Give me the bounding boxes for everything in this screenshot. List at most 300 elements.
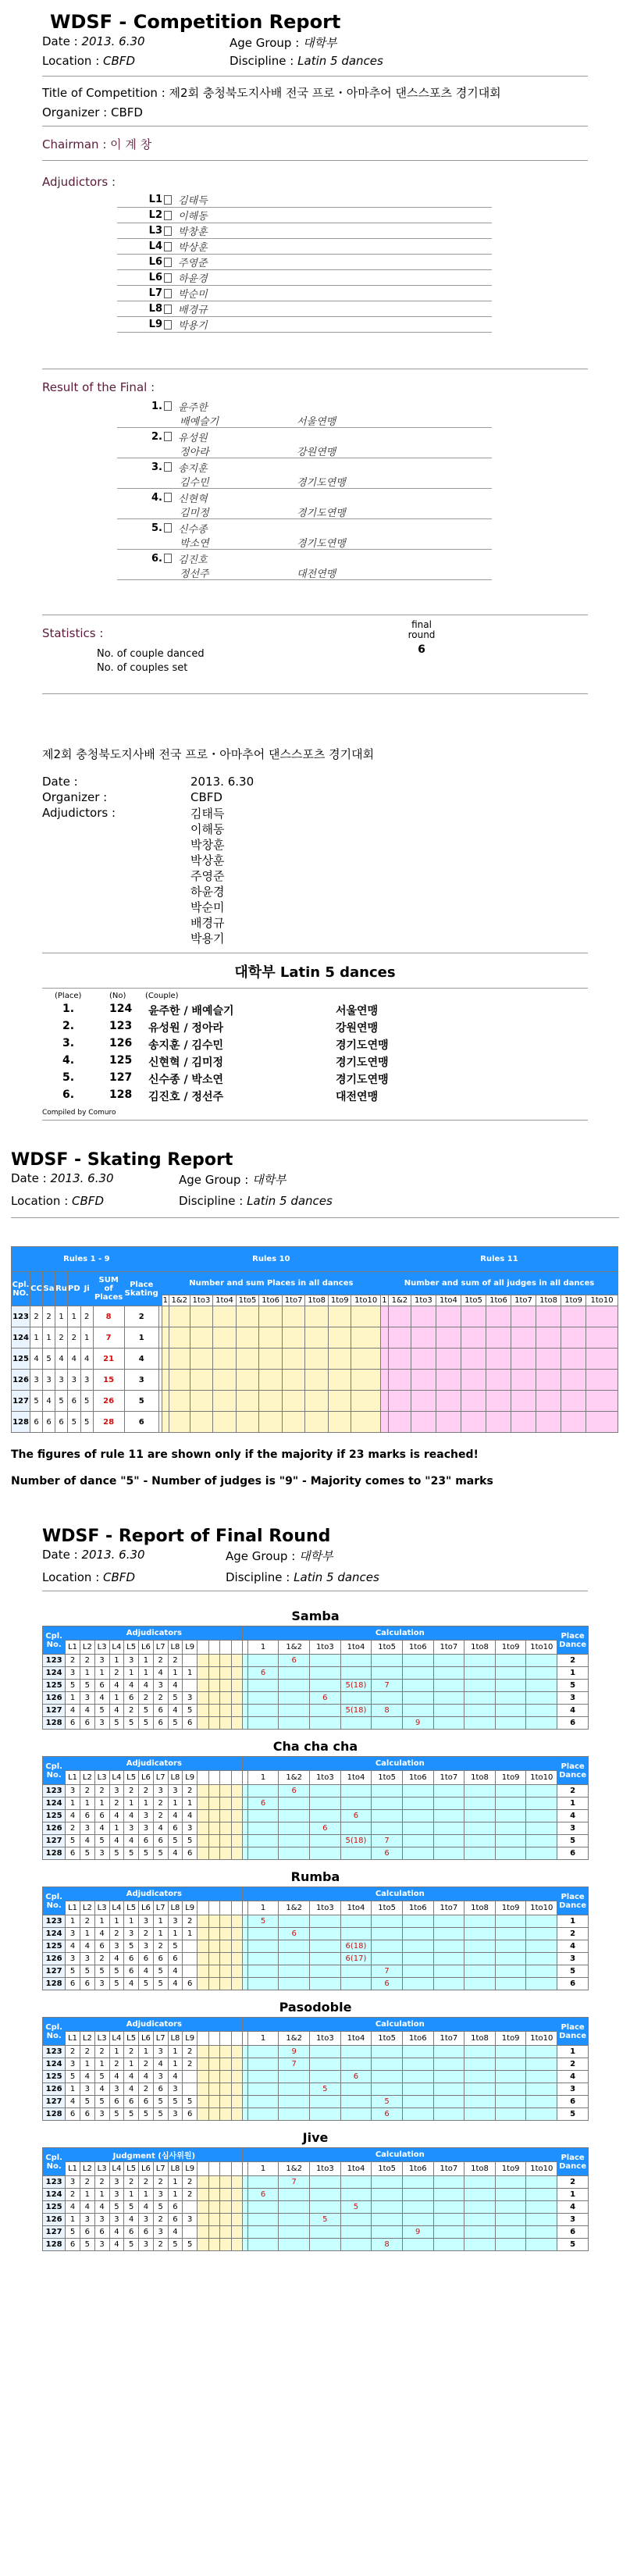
dance-place: 2 xyxy=(68,1327,81,1349)
dance-place: 2 xyxy=(55,1327,68,1349)
judge-mark: 5 xyxy=(168,1940,183,1953)
rules10-cell xyxy=(328,1306,351,1327)
dance-col-header: Ru xyxy=(55,1272,68,1306)
calc-cell xyxy=(433,2083,464,2096)
checkbox-icon xyxy=(164,258,172,267)
summary-result-row xyxy=(0,1003,630,1020)
judge-col-header: L7 xyxy=(153,1641,168,1655)
judge-mark: 3 xyxy=(139,1810,154,1822)
calc-cell: 9 xyxy=(279,2046,310,2058)
judge-mark: 4 xyxy=(66,2201,80,2214)
finalist-man: 김진호 xyxy=(178,554,208,566)
judge-mark: 3 xyxy=(124,1928,139,1940)
calc-col-header: 1to6 xyxy=(259,1295,283,1306)
judge-mark: 1 xyxy=(66,1692,80,1705)
dance-place: 4 xyxy=(55,1349,68,1370)
judge-mark: 5 xyxy=(124,1940,139,1953)
judge-mark: 4 xyxy=(168,1965,183,1978)
calc-cell xyxy=(526,1953,557,1965)
calc-cell xyxy=(526,1810,557,1822)
final-round-count: 6 xyxy=(418,643,425,656)
calc-cell xyxy=(372,1822,403,1835)
cpl-no-header: Cpl. No. xyxy=(43,2018,66,2046)
spacer xyxy=(231,1978,243,1990)
calc-cell xyxy=(402,1680,433,1692)
adjudicator-name: 박상훈 xyxy=(178,242,208,254)
spacer xyxy=(198,1901,209,1915)
spacer xyxy=(220,2046,232,2058)
calc-cell xyxy=(372,1655,403,1667)
place-dance: 6 xyxy=(557,1717,589,1730)
statistics-label: Statistics : xyxy=(42,626,104,640)
judge-mark: 3 xyxy=(80,1692,94,1705)
calc-cell: 9 xyxy=(402,1717,433,1730)
judge-mark: 4 xyxy=(124,2083,139,2096)
calc-cell xyxy=(433,2108,464,2121)
judge-mark: 5 xyxy=(124,2108,139,2121)
calc-col-header: 1to5 xyxy=(372,1901,403,1915)
summary-couple: 신현혁 / 김미정 xyxy=(148,1056,224,1069)
dance-place: 1 xyxy=(80,1327,93,1349)
judge-mark: 6 xyxy=(80,1717,94,1730)
date-label: Date : xyxy=(42,34,78,48)
spacer xyxy=(220,1965,232,1978)
col-couple: (Couple) xyxy=(145,992,179,1000)
cpl-number: 126 xyxy=(43,2083,66,2096)
judge-mark: 2 xyxy=(153,2239,168,2251)
judge-mark: 1 xyxy=(183,1667,198,1680)
calc-cell xyxy=(340,1667,372,1680)
summary-result-row xyxy=(0,1054,630,1071)
judge-mark: 2 xyxy=(183,2046,198,2058)
rules10-cell xyxy=(328,1327,351,1349)
discipline-value: Latin 5 dances xyxy=(297,54,383,68)
calc-col-header: 1&2 xyxy=(279,2032,310,2046)
judge-mark: 1 xyxy=(109,1692,124,1705)
spacer xyxy=(198,1797,209,1810)
judge-mark: 3 xyxy=(168,1785,183,1797)
rules10-cell xyxy=(328,1370,351,1391)
spacer xyxy=(208,1978,220,1990)
adjudicators-header: Adjudicators xyxy=(66,1757,243,1771)
judge-mark: 3 xyxy=(66,2176,80,2189)
dance-col-header: Ji xyxy=(80,1272,93,1306)
judge-mark: 1 xyxy=(109,1655,124,1667)
calc-cell xyxy=(402,1965,433,1978)
spacer xyxy=(198,2239,209,2251)
summary-result-row xyxy=(0,1020,630,1037)
spacer xyxy=(231,2071,243,2083)
judge-mark: 1 xyxy=(168,1797,183,1810)
place-dance: 2 xyxy=(557,1655,589,1667)
rules11-cell xyxy=(411,1412,436,1433)
adjudicator-code: L4 xyxy=(148,240,162,252)
judge-mark: 3 xyxy=(139,2214,154,2226)
calc-cell xyxy=(464,2096,496,2108)
dance-col-header: Sa xyxy=(43,1272,55,1306)
cpl-number: 126 xyxy=(43,1822,66,1835)
calc-col-header: 1to10 xyxy=(526,1641,557,1655)
judge-mark: 6 xyxy=(80,1978,94,1990)
calc-cell xyxy=(402,2176,433,2189)
calc-cell xyxy=(402,1953,433,1965)
dance-place: 1 xyxy=(68,1306,81,1327)
divider xyxy=(42,988,588,989)
place-dance: 6 xyxy=(557,1847,589,1860)
spacer xyxy=(231,2096,243,2108)
calc-cell xyxy=(247,2071,279,2083)
calc-cell xyxy=(279,2189,310,2201)
judge-mark: 5 xyxy=(109,1847,124,1860)
spacer xyxy=(220,1940,232,1953)
judge-mark: 1 xyxy=(168,2176,183,2189)
rules10-cell xyxy=(259,1370,283,1391)
calc-cell: 5(18) xyxy=(340,1705,372,1717)
calc-cell xyxy=(526,2058,557,2071)
judge-mark: 5 xyxy=(183,1705,198,1717)
spacer xyxy=(198,1847,209,1860)
judge-mark: 6 xyxy=(153,1953,168,1965)
judge-mark: 3 xyxy=(124,1822,139,1835)
judge-col-header: L1 xyxy=(66,1771,80,1785)
judge-col-header: L5 xyxy=(124,1901,139,1915)
spacer xyxy=(208,1641,220,1655)
rules11-cell xyxy=(561,1349,586,1370)
place-dance: 6 xyxy=(557,2226,589,2239)
calc-cell xyxy=(526,2201,557,2214)
spacer xyxy=(208,2189,220,2201)
calc-cell xyxy=(495,2214,526,2226)
cpl-number: 124 xyxy=(43,1667,66,1680)
calc-cell xyxy=(279,1705,310,1717)
judge-col-header: L3 xyxy=(94,1641,109,1655)
calc-cell xyxy=(247,1655,279,1667)
calc-cell xyxy=(372,1940,403,1953)
spacer xyxy=(208,2032,220,2046)
judge-mark: 1 xyxy=(94,2058,109,2071)
calc-cell: 7 xyxy=(372,1965,403,1978)
calc-cell xyxy=(372,2226,403,2239)
table-row xyxy=(43,2226,589,2239)
calc-cell xyxy=(279,1717,310,1730)
place-dance: 4 xyxy=(557,2071,589,2083)
calc-cell xyxy=(495,1692,526,1705)
table-row xyxy=(43,1810,589,1822)
summary-adjudicators-label: Adjudictors : xyxy=(42,806,116,820)
judge-mark: 2 xyxy=(153,1797,168,1810)
adjudicator-name: 배경규 xyxy=(178,305,208,316)
judge-col-header: L3 xyxy=(94,2162,109,2176)
calc-cell xyxy=(402,1835,433,1847)
place-skating: 1 xyxy=(124,1327,158,1349)
spacer xyxy=(208,1810,220,1822)
location-label: Location : xyxy=(42,54,100,68)
calc-cell xyxy=(433,2189,464,2201)
finalist-man: 유성원 xyxy=(178,432,208,444)
spacer xyxy=(198,1915,209,1928)
calc-cell xyxy=(340,2189,372,2201)
judge-mark: 2 xyxy=(139,2083,154,2096)
spacer xyxy=(231,1797,243,1810)
spacer xyxy=(220,1667,232,1680)
chairman-value: 이 계 창 xyxy=(110,137,152,151)
calc-col-header: 1 xyxy=(247,1641,279,1655)
calc-cell xyxy=(402,1847,433,1860)
finalist-row xyxy=(117,489,492,519)
judge-col-header: L6 xyxy=(139,2032,154,2046)
calc-cell xyxy=(372,1810,403,1822)
cpl-number: 123 xyxy=(43,2046,66,2058)
dance-title: Cha cha cha xyxy=(272,1739,358,1754)
location-value: CBFD xyxy=(103,54,135,68)
table-row xyxy=(43,2046,589,2058)
calc-cell xyxy=(464,1915,496,1928)
judge-mark: 2 xyxy=(183,2176,198,2189)
spacer xyxy=(231,2108,243,2121)
calc-cell xyxy=(495,2083,526,2096)
judge-mark xyxy=(183,2083,198,2096)
judge-mark: 1 xyxy=(153,1915,168,1928)
calc-cell xyxy=(372,1717,403,1730)
table-row xyxy=(43,1785,589,1797)
adjudicators-header: Adjudicators xyxy=(66,2018,243,2032)
rules10-cell xyxy=(236,1306,259,1327)
calculation-header: Calculation xyxy=(243,1757,557,1771)
calc-col-header: 1&2 xyxy=(279,1901,310,1915)
spacer xyxy=(220,1785,232,1797)
calc-cell xyxy=(433,2239,464,2251)
judge-mark: 2 xyxy=(183,2058,198,2071)
calc-cell: 6(17) xyxy=(340,1953,372,1965)
organizer-value: CBFD xyxy=(110,105,143,119)
judge-mark: 5 xyxy=(80,1680,94,1692)
judge-col-header: L4 xyxy=(109,2032,124,2046)
cpl-number: 128 xyxy=(43,2108,66,2121)
dance-place: 5 xyxy=(55,1391,68,1412)
checkbox-icon xyxy=(164,242,172,251)
calc-cell xyxy=(310,1797,341,1810)
rules10-cell xyxy=(190,1391,213,1412)
spacer xyxy=(208,1835,220,1847)
calc-col-header: 1to3 xyxy=(310,1771,341,1785)
rules11-cell xyxy=(486,1391,511,1412)
judge-mark: 6 xyxy=(124,1953,139,1965)
spacer xyxy=(198,2096,209,2108)
calc-col-header: 1to6 xyxy=(402,2032,433,2046)
judge-mark: 1 xyxy=(183,1797,198,1810)
judge-mark: 2 xyxy=(80,2176,94,2189)
judge-mark: 6 xyxy=(66,1847,80,1860)
calc-col-header: 1 xyxy=(247,1901,279,1915)
adjudicators-header: Judgment (심사위원) xyxy=(66,2148,243,2162)
spacer xyxy=(231,2201,243,2214)
cpl-number: 124 xyxy=(43,2058,66,2071)
rules11-cell xyxy=(461,1391,486,1412)
spacer xyxy=(231,1847,243,1860)
calc-cell xyxy=(495,2096,526,2108)
spacer xyxy=(208,1822,220,1835)
calc-cell xyxy=(247,2176,279,2189)
rules10-cell xyxy=(162,1412,169,1433)
rules11-cell xyxy=(388,1391,411,1412)
judge-mark: 1 xyxy=(168,1667,183,1680)
title-of-competition-value: 제2회 충청북도지사배 전국 프로・아마추어 댄스스포츠 경기대회 xyxy=(169,86,501,100)
judge-mark: 3 xyxy=(153,1680,168,1692)
judge-col-header: L1 xyxy=(66,1901,80,1915)
rules11-cell xyxy=(586,1327,618,1349)
spacer xyxy=(220,1810,232,1822)
spacer xyxy=(220,1680,232,1692)
summary-place: 1. xyxy=(62,1003,75,1015)
judge-mark: 5 xyxy=(153,1847,168,1860)
calc-col-header: 1to5 xyxy=(372,1641,403,1655)
finalist-man: 윤주한 xyxy=(178,401,208,414)
judge-mark: 6 xyxy=(153,1717,168,1730)
spacer xyxy=(220,1641,232,1655)
judge-mark: 3 xyxy=(80,2214,94,2226)
adjudicator-name: 이해동 xyxy=(178,211,208,223)
judge-mark: 5 xyxy=(109,2108,124,2121)
summary-result-row xyxy=(0,1088,630,1106)
rules10-cell xyxy=(213,1349,237,1370)
summary-club: 대전연맹 xyxy=(336,1091,379,1103)
spacer xyxy=(208,1953,220,1965)
calc-cell xyxy=(310,1915,341,1928)
judge-mark: 2 xyxy=(94,1785,109,1797)
judge-mark: 3 xyxy=(94,2239,109,2251)
judge-mark: 2 xyxy=(183,1785,198,1797)
calc-cell xyxy=(464,1692,496,1705)
rules11-cell xyxy=(380,1391,388,1412)
judge-mark: 3 xyxy=(66,1928,80,1940)
place-dance: 6 xyxy=(557,2096,589,2108)
judge-mark: 5 xyxy=(124,2239,139,2251)
spacer xyxy=(208,1928,220,1940)
finalist-place: 5. xyxy=(151,522,162,534)
calc-col-header: 1to4 xyxy=(436,1295,461,1306)
calc-cell xyxy=(464,1835,496,1847)
place-dance: 5 xyxy=(557,1965,589,1978)
spacer xyxy=(220,2096,232,2108)
summary-couple: 신수종 / 박소연 xyxy=(148,1074,224,1086)
calc-cell xyxy=(372,2058,403,2071)
spacer xyxy=(208,2214,220,2226)
rules10-cell xyxy=(259,1412,283,1433)
spacer xyxy=(198,1965,209,1978)
spacer xyxy=(198,1680,209,1692)
calc-cell xyxy=(526,1965,557,1978)
place-skating: 4 xyxy=(124,1349,158,1370)
summary-couple: 김진호 / 정선주 xyxy=(148,1091,224,1103)
summary-date: 2013. 6.30 xyxy=(190,775,254,789)
spacer xyxy=(231,1785,243,1797)
spacer xyxy=(208,2162,220,2176)
calc-cell xyxy=(433,1928,464,1940)
judge-mark: 6 xyxy=(94,1680,109,1692)
table-row xyxy=(12,1412,618,1433)
calc-cell xyxy=(402,1822,433,1835)
calc-cell xyxy=(372,2189,403,2201)
judge-mark: 4 xyxy=(139,1680,154,1692)
spacer xyxy=(220,2162,232,2176)
skating-location: CBFD xyxy=(72,1194,104,1208)
calc-cell xyxy=(402,1797,433,1810)
rules10-cell xyxy=(328,1412,351,1433)
calc-cell: 6 xyxy=(372,1978,403,1990)
checkbox-icon xyxy=(164,432,172,441)
calc-cell xyxy=(340,2239,372,2251)
calc-cell xyxy=(526,1915,557,1928)
judge-mark: 2 xyxy=(183,1915,198,1928)
skating-report-title: WDSF - Skating Report xyxy=(11,1150,233,1170)
table-row xyxy=(43,1717,589,1730)
calc-cell xyxy=(464,2226,496,2239)
summary-info xyxy=(0,775,630,946)
judge-mark: 2 xyxy=(139,2176,154,2189)
calc-col-header: 1to9 xyxy=(495,2032,526,2046)
cpl-number: 128 xyxy=(43,1847,66,1860)
calc-col-header: 1to4 xyxy=(340,2032,372,2046)
calc-cell xyxy=(247,1965,279,1978)
adjudicator-row xyxy=(117,239,492,255)
calc-cell: 5(18) xyxy=(340,1835,372,1847)
judge-col-header: L8 xyxy=(168,1641,183,1655)
spacer xyxy=(198,2046,209,2058)
skating-discipline-label: Discipline : xyxy=(179,1194,244,1208)
cpl-number: 127 xyxy=(43,1835,66,1847)
judge-mark: 1 xyxy=(153,1928,168,1940)
summary-place: 3. xyxy=(62,1037,75,1049)
calc-cell: 6 xyxy=(372,2108,403,2121)
calc-cell xyxy=(310,1978,341,1990)
rules10-cell xyxy=(328,1391,351,1412)
calc-cell: 7 xyxy=(372,1680,403,1692)
rules11-cell xyxy=(411,1349,436,1370)
summary-adjudicator-name: 배경규 xyxy=(190,916,225,930)
dance-title: Samba xyxy=(291,1609,340,1623)
cpl-no-header: Cpl. No. xyxy=(43,1757,66,1785)
calc-cell xyxy=(279,2108,310,2121)
rules11-cell xyxy=(411,1370,436,1391)
judge-mark: 1 xyxy=(124,1667,139,1680)
dance-place: 4 xyxy=(80,1349,93,1370)
spacer xyxy=(231,1705,243,1717)
rules10-cell xyxy=(236,1391,259,1412)
rules10-cell xyxy=(190,1327,213,1349)
rules11-cell xyxy=(536,1370,561,1391)
judge-col-header: L9 xyxy=(183,2162,198,2176)
summary-adjudicator-name: 이해동 xyxy=(190,822,225,836)
rules10-cell xyxy=(213,1412,237,1433)
dance-section xyxy=(42,2000,589,2121)
judge-mark: 6 xyxy=(139,2096,154,2108)
age-group-value: 대학부 xyxy=(303,36,337,50)
calc-cell: 6 xyxy=(340,1810,372,1822)
cpl-number: 127 xyxy=(43,2226,66,2239)
judge-mark: 5 xyxy=(168,1692,183,1705)
calc-cell xyxy=(433,1692,464,1705)
calc-cell xyxy=(247,1928,279,1940)
final-round-info xyxy=(0,1548,630,1584)
calc-cell xyxy=(495,1655,526,1667)
calc-cell xyxy=(526,1940,557,1953)
checkbox-icon xyxy=(164,401,172,411)
cpl-number: 128 xyxy=(43,1717,66,1730)
calc-cell xyxy=(247,1785,279,1797)
calc-cell xyxy=(464,2083,496,2096)
spacer xyxy=(198,2214,209,2226)
calc-col-header: 1to8 xyxy=(464,2162,496,2176)
